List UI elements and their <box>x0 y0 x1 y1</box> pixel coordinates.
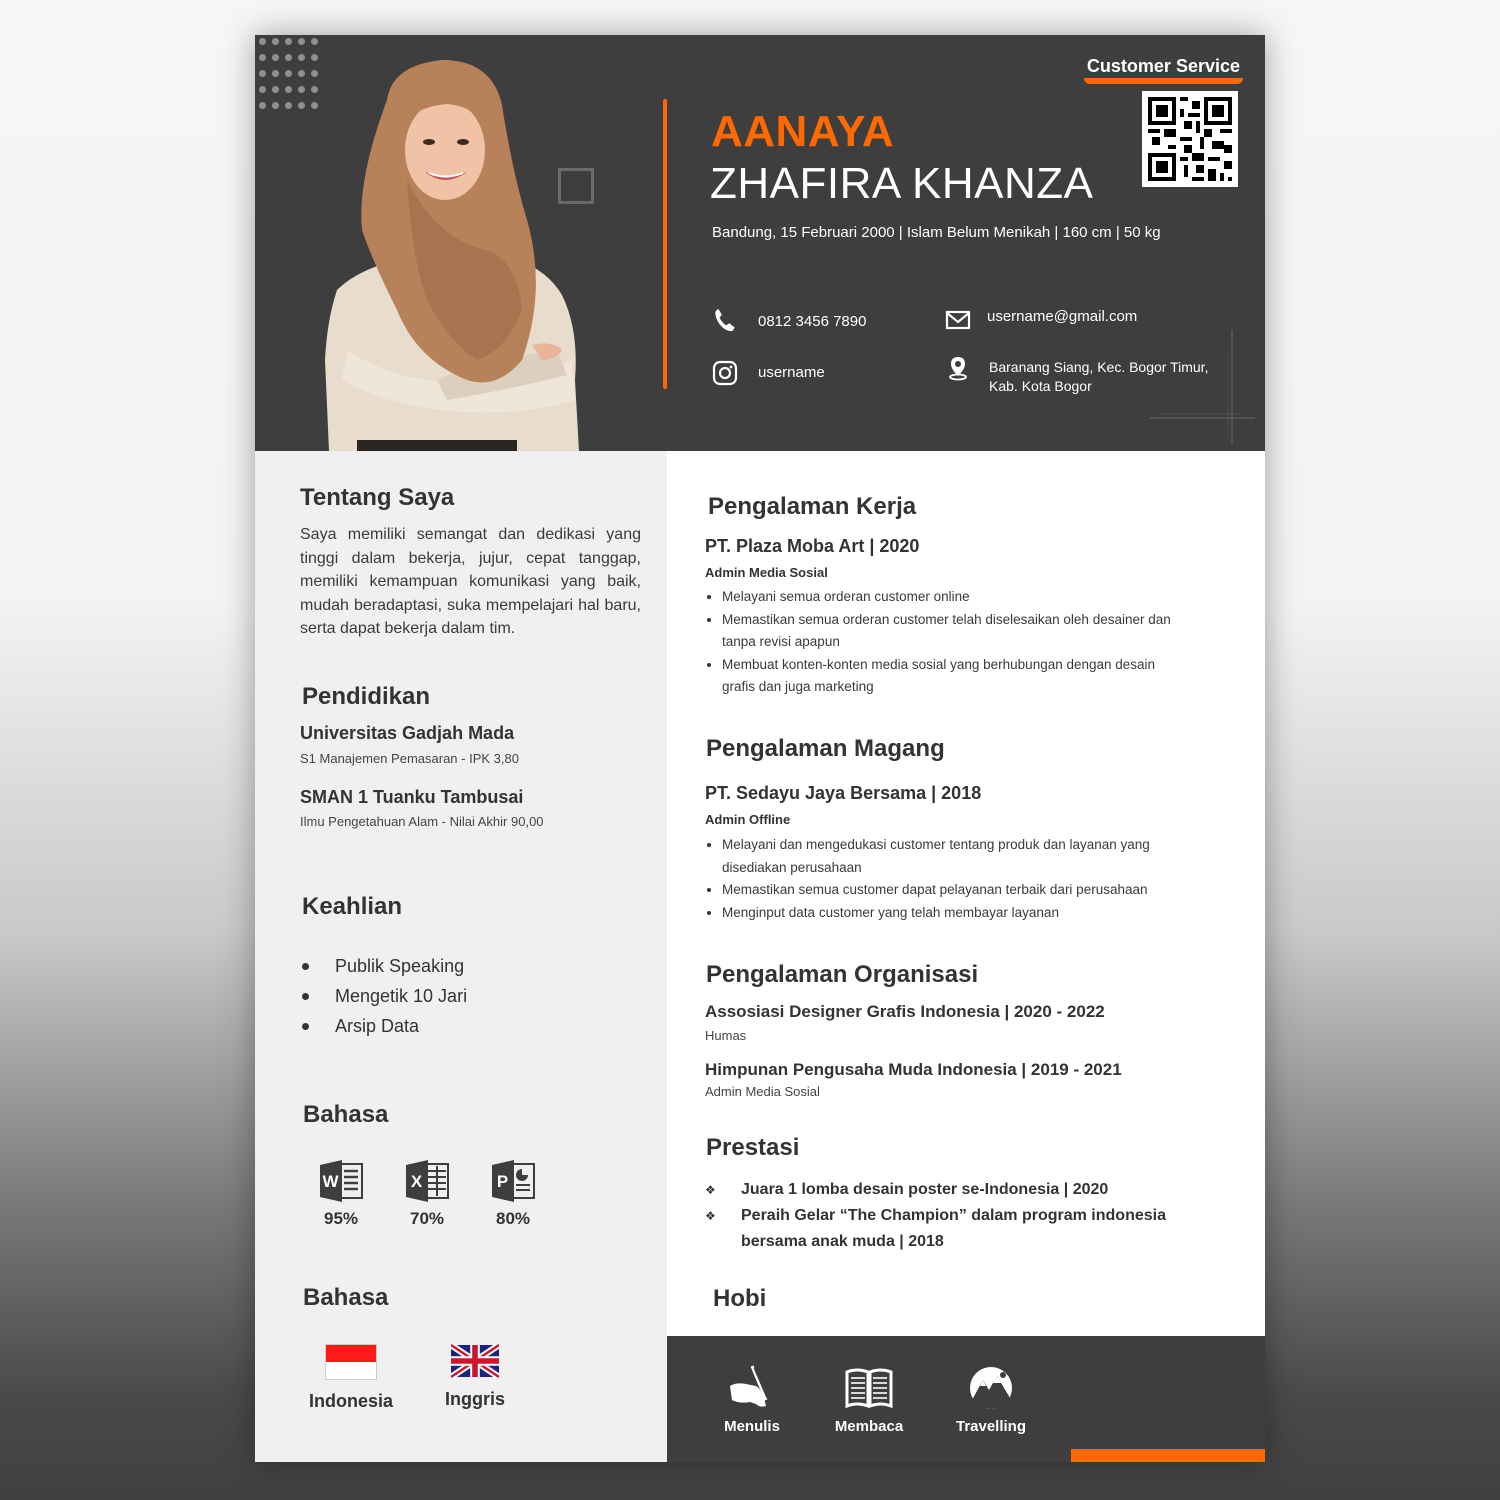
diamond-bullet-icon: ❖ <box>705 1209 716 1223</box>
hobbies-bar <box>667 1336 1265 1462</box>
diamond-bullet-icon: ❖ <box>705 1183 716 1197</box>
hobby-reading <box>829 1364 909 1435</box>
internship-company: PT. Sedayu Jaya Bersama | 2018 <box>705 783 982 803</box>
duty-item: Melayani semua orderan customer online <box>705 586 1185 609</box>
achievements-title: Prestasi <box>706 1134 800 1161</box>
last-name: ZHAFIRA KHANZA <box>710 159 1094 208</box>
excel-percent: 70% <box>409 1209 445 1228</box>
profile-photo <box>317 60 587 451</box>
internship-title: Pengalaman Magang <box>706 735 945 762</box>
language-english <box>425 1344 525 1410</box>
open-book-icon <box>843 1364 895 1412</box>
achievement-text: Peraih Gelar “The Champion” dalam program indonesia bersama anak muda | 2018 <box>741 1207 1166 1250</box>
duty-item: Melayani dan mengedukasi customer tentang produk dan layanan yang disediakan perusahaan <box>705 834 1185 879</box>
skill-item <box>300 951 467 981</box>
organization-role: Humas <box>705 1028 747 1043</box>
qr-code-icon <box>1142 91 1238 187</box>
organization-name: Himpunan Pengusaha Muda Indonesia | 2019 - 2021 <box>705 1060 1122 1079</box>
contact-instagram <box>712 360 825 386</box>
address-line-1: Baranang Siang, Kec. Bogor Timur, <box>989 359 1209 375</box>
education-detail: Ilmu Pengetahuan Alam - Nilai Akhir 90,00 <box>300 814 544 829</box>
location-pin-icon <box>945 355 971 381</box>
bullet-icon <box>302 963 309 970</box>
duty-item: Memastikan semua customer dapat pelayanan terbaik dari perusahaan <box>705 879 1185 902</box>
skills-list <box>300 951 467 1041</box>
left-sidebar <box>255 451 667 1462</box>
education-title: Pendidikan <box>302 683 431 710</box>
mail-icon <box>945 307 971 333</box>
instagram-icon <box>712 360 738 386</box>
about-text: Saya memiliki semangat dan dedikasi yang tinggi dalam bekerja, jujur, cepat tanggap, memiliki kemampuan komunikasi yang baik, mudah beradaptasi, suka mempelajari hal baru, serta dapat bekerja dalam tim. <box>300 526 641 637</box>
work-company: PT. Plaza Moba Art | 2020 <box>705 536 920 556</box>
instagram-handle[interactable]: username <box>758 364 825 381</box>
svg-text:X: X <box>410 1172 423 1191</box>
language-label: Inggris <box>444 1389 505 1409</box>
internship-role: Admin Offline <box>705 812 791 827</box>
organization-role: Admin Media Sosial <box>705 1084 820 1099</box>
duty-item: Memastikan semua orderan customer telah diselesaikan oleh desainer dan tanpa revisi apapun <box>705 609 1185 654</box>
achievements-list <box>705 1177 1185 1255</box>
skill-label: Arsip Data <box>335 1015 420 1036</box>
skill-label: Mengetik 10 Jari <box>335 985 468 1006</box>
writing-hand-icon <box>726 1364 778 1412</box>
hobby-label: Travelling <box>955 1418 1027 1435</box>
accent-bar <box>1071 1449 1265 1462</box>
word-percent: 95% <box>323 1209 359 1228</box>
bullet-icon <box>302 1023 309 1030</box>
languages-title: Bahasa <box>303 1284 389 1311</box>
work-duties <box>705 586 1185 699</box>
decorative-square <box>558 168 594 204</box>
phone-icon <box>712 307 738 333</box>
about-title: Tentang Saya <box>300 484 455 511</box>
work-title: Pengalaman Kerja <box>708 493 917 520</box>
software-excel <box>397 1159 457 1229</box>
decorative-dot-grid <box>259 38 324 113</box>
indonesia-flag-icon <box>325 1344 377 1380</box>
main-content <box>667 451 1265 1336</box>
contact-email <box>945 307 1137 333</box>
education-school: SMAN 1 Tuanku Tambusai <box>300 787 524 807</box>
mountain-icon <box>965 1364 1017 1412</box>
hobby-label: Menulis <box>724 1418 780 1435</box>
svg-text:P: P <box>496 1172 509 1191</box>
software-word <box>311 1159 371 1229</box>
skill-label: Publik Speaking <box>335 955 465 976</box>
phone-number: 0812 3456 7890 <box>758 313 867 330</box>
hobby-writing <box>717 1364 787 1435</box>
first-name: AANAYA <box>711 107 895 156</box>
organization-name: Assosiasi Designer Grafis Indonesia | 2020 - 2022 <box>705 1002 1105 1021</box>
work-role: Admin Media Sosial <box>705 565 828 580</box>
language-label: Indonesia <box>308 1391 393 1411</box>
skill-item <box>300 981 467 1011</box>
achievement-item <box>705 1177 1185 1203</box>
hobby-travelling <box>951 1364 1031 1435</box>
accent-divider <box>663 99 667 389</box>
language-indonesia <box>301 1344 401 1412</box>
duty-item: Menginput data customer yang telah membayar layanan <box>705 902 1185 925</box>
resume-header <box>255 35 1265 451</box>
contact-phone <box>712 307 866 333</box>
bullet-icon <box>302 993 309 1000</box>
email-address[interactable]: username@gmail.com <box>987 308 1138 325</box>
powerpoint-percent: 80% <box>495 1209 531 1228</box>
powerpoint-icon <box>490 1159 536 1203</box>
svg-text:W: W <box>322 1172 339 1191</box>
internship-duties <box>705 834 1185 924</box>
address-line-2: Kab. Kota Bogor <box>989 378 1092 394</box>
uk-flag-icon <box>451 1344 499 1378</box>
resume-page <box>255 35 1265 1462</box>
hobby-label: Membaca <box>834 1418 904 1435</box>
excel-icon <box>404 1159 450 1203</box>
achievement-text: Juara 1 lomba desain poster se-Indonesia | 2020 <box>741 1181 1109 1198</box>
job-title-badge: Customer Service <box>1084 55 1243 84</box>
duty-item: Membuat konten-konten media sosial yang berhubungan dengan desain grafis dan juga marketing <box>705 654 1185 699</box>
software-powerpoint <box>483 1159 543 1229</box>
organization-title: Pengalaman Organisasi <box>706 961 979 988</box>
hobbies-title: Hobi <box>713 1285 767 1312</box>
skills-title: Keahlian <box>302 893 403 920</box>
personal-info-line: Bandung, 15 Februari 2000 | Islam Belum Menikah | 160 cm | 50 kg <box>712 224 1161 241</box>
education-detail: S1 Manajemen Pemasaran - IPK 3,80 <box>300 751 519 766</box>
skill-item <box>300 1011 467 1041</box>
word-icon <box>318 1159 364 1203</box>
decorative-lines <box>1150 330 1260 450</box>
software-title: Bahasa <box>303 1101 389 1128</box>
education-school: Universitas Gadjah Mada <box>300 723 515 743</box>
achievement-item <box>705 1203 1185 1255</box>
